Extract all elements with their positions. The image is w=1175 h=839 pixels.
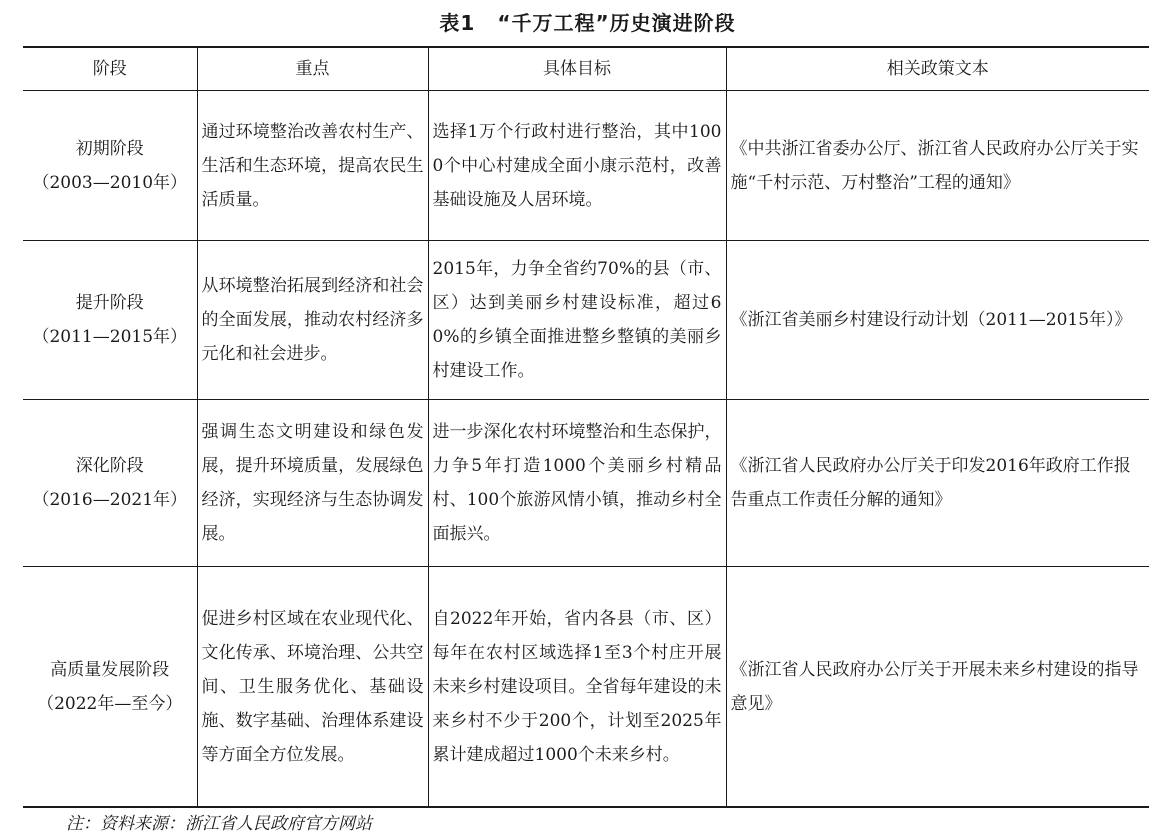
focus-cell: 强调生态文明建设和绿色发展，提升环境质量，发展绿色经济，实现经济与生态协调发展。	[197, 400, 428, 567]
table-title: “千万工程”历史演进阶段	[497, 11, 736, 35]
table-row	[23, 567, 1149, 808]
policy-cell: 《中共浙江省委办公厅、浙江省人民政府办公厅关于实施“千村示范、万村整治”工程的通知》	[726, 91, 1149, 241]
goal-cell: 进一步深化农村环境整治和生态保护，力争5年打造1000个美丽乡村精品村、100个旅游风情小镇，推动乡村全面振兴。	[428, 400, 726, 567]
table-row	[23, 91, 1149, 241]
policy-cell: 《浙江省美丽乡村建设行动计划（2011—2015年）》	[726, 241, 1149, 400]
stage-period: （2016—2021年）	[32, 490, 188, 510]
header-goal: 具体目标	[428, 47, 726, 91]
table-caption	[0, 8, 1175, 38]
goal-cell: 自2022年开始，省内各县（市、区）每年在农村区域选择1至3个村庄开展未来乡村建设项目。全省每年建设的未来乡村不少于200个，计划至2025年累计建成超过1000个未来乡村。	[428, 567, 726, 808]
table-row	[23, 400, 1149, 567]
stage-period: （2011—2015年）	[32, 327, 188, 347]
stage-name: 深化阶段	[75, 456, 144, 476]
stage-cell	[23, 567, 197, 808]
stage-period: （2022年—至今）	[37, 693, 183, 714]
stage-cell	[23, 91, 197, 241]
header-stage: 阶段	[23, 47, 197, 91]
table-row	[23, 241, 1149, 400]
header-focus: 重点	[197, 47, 428, 91]
stage-name: 高质量发展阶段	[50, 659, 170, 680]
stage-name: 初期阶段	[75, 138, 144, 159]
table-header-row	[23, 47, 1149, 91]
focus-cell: 从环境整治拓展到经济和社会的全面发展，推动农村经济多元化和社会进步。	[197, 241, 428, 400]
stage-name: 提升阶段	[75, 293, 144, 313]
focus-cell: 促进乡村区域在农业现代化、文化传承、环境治理、公共空间、卫生服务优化、基础设施、数字基础、治理体系建设等方面全方位发展。	[197, 567, 428, 808]
policy-cell: 《浙江省人民政府办公厅关于印发2016年政府工作报告重点工作责任分解的通知》	[726, 400, 1149, 567]
goal-cell: 2015年，力争全省约70%的县（市、区）达到美丽乡村建设标准，超过60%的乡镇全面推进整乡整镇的美丽乡村建设工作。	[428, 241, 726, 400]
policy-cell: 《浙江省人民政府办公厅关于开展未来乡村建设的指导意见》	[726, 567, 1149, 808]
source-note: 注：资料来源：浙江省人民政府官方网站	[66, 814, 372, 834]
stage-cell	[23, 400, 197, 567]
header-policy: 相关政策文本	[726, 47, 1149, 91]
focus-cell: 通过环境整治改善农村生产、生活和生态环境，提高农民生活质量。	[197, 91, 428, 241]
goal-cell: 选择1万个行政村进行整治，其中1000个中心村建成全面小康示范村，改善基础设施及人居环境。	[428, 91, 726, 241]
stage-cell	[23, 241, 197, 400]
stage-period: （2003—2010年）	[32, 172, 188, 193]
stages-table	[23, 46, 1149, 808]
table-number: 表1	[439, 11, 476, 35]
